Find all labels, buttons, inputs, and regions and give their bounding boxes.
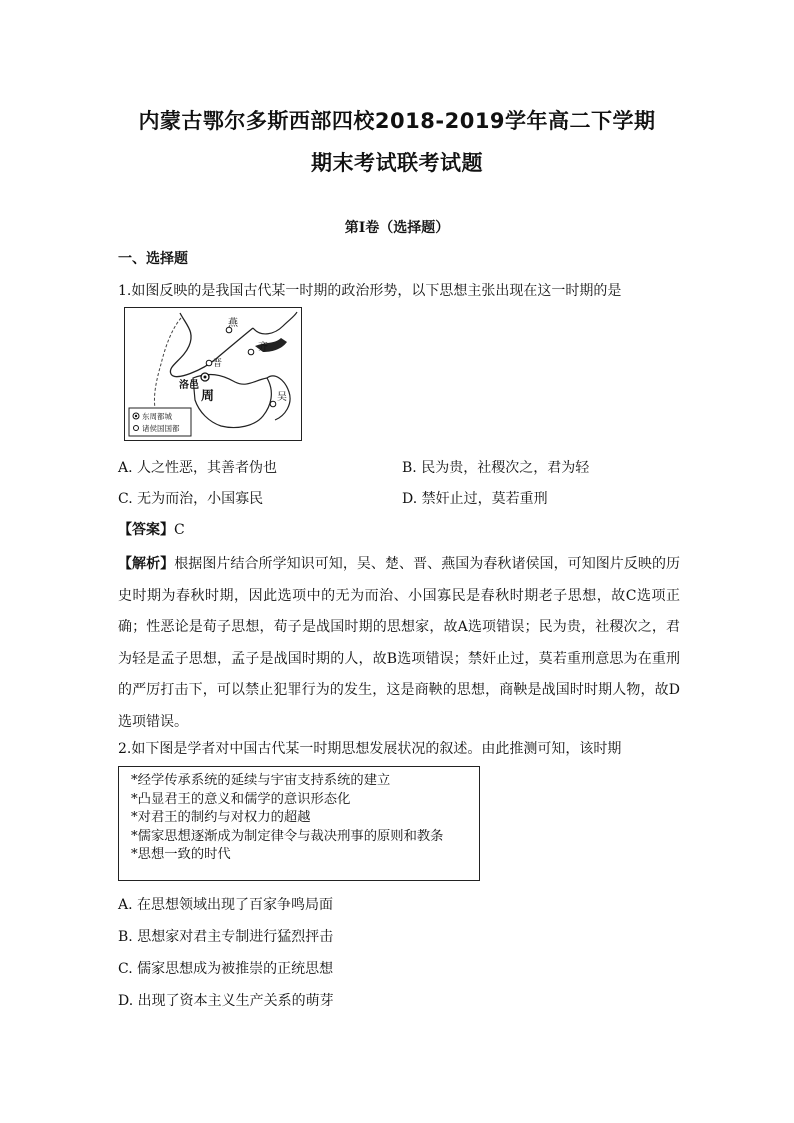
document-title-line2: 期末考试联考试题: [311, 151, 483, 175]
legend-state-icon: [134, 426, 139, 431]
q2-option-b: B. 思想家对君主专制进行猛烈抨击: [118, 929, 334, 945]
document-title-line1: 内蒙古鄂尔多斯西部四校2018-2019学年高二下学期: [138, 109, 656, 133]
quote-line: *凸显君王的意义和儒学的意识形态化: [131, 791, 351, 807]
answer-value: C: [174, 522, 185, 538]
question-1-stem: 1.如图反映的是我国古代某一时期的政治形势，以下思想主张出现在这一时期的是: [118, 283, 622, 299]
map-label-yan: 燕: [228, 318, 238, 329]
volume-label: 第Ⅰ卷（选择题）: [344, 220, 450, 236]
q1-analysis: [118, 549, 680, 738]
question-2-stem: 2.如下图是学者对中国古代某一时期思想发展状况的叙述。由此推测可知，该时期: [118, 741, 622, 757]
map-river-line: [170, 313, 253, 377]
map-drawing: [125, 308, 300, 439]
q1-option-c: C. 无为而治，小国寡民: [118, 491, 264, 507]
q1-option-b: B. 民为贵，社稷次之，君为轻: [402, 460, 590, 476]
map-label-qi: 齐: [258, 342, 268, 353]
map-label-luoyi: 洛邑: [179, 380, 199, 391]
legend-capital-dot: [135, 415, 137, 417]
q1-option-d: D. 禁奸止过，莫若重刑: [402, 491, 548, 507]
section-label: 一、选择题: [118, 251, 188, 267]
q2-option-a: A. 在思想领域出现了百家争鸣局面: [118, 897, 334, 913]
q1-answer: [118, 519, 185, 539]
capital-marker-center: [204, 376, 207, 379]
quote-line: *思想一致的时代: [131, 847, 231, 862]
analysis-text: 根据图片结合所学知识可知，吴、楚、晋、燕国为春秋诸侯国，可知图片反映的历史时期为春秋时期，因此选项中的无为而治、小国寡民是春秋时期老子思想，故C选项正确；性恶论是荀子思想，荀子是战国时期的思想家，故A选项错误；民为贵，社稷次之，君为轻是孟子思想，孟子是战国时期的人，故B选项错误；禁奸止过，莫若重刑意思为在重刑的严厉打击下，可以禁止犯罪行为的发生，这是商鞅的思想，商鞅是战国时时期人物，故D选项错误。: [118, 556, 681, 730]
legend-state-label: 诸侯国国都: [142, 424, 180, 433]
state-marker-wu: [270, 401, 276, 407]
map-label-zhou: 周: [201, 389, 215, 404]
analysis-tag: 【解析】: [118, 556, 175, 572]
question-1-map: [124, 307, 302, 441]
quote-line: *经学传承系统的延续与宇宙支持系统的建立: [131, 773, 391, 788]
q2-option-c: C. 儒家思想成为被推崇的正统思想: [118, 961, 334, 977]
answer-tag: 【答案】: [118, 522, 174, 538]
map-label-wu: 吴: [277, 392, 287, 403]
state-marker-qi: [248, 349, 254, 355]
legend-capital-label: 东周都城: [142, 412, 172, 421]
question-2-quote-box: [118, 766, 480, 881]
quote-line: *儒家思想逐渐成为制定律令与裁决刑事的原则和教条: [131, 828, 444, 844]
state-marker-jin: [206, 360, 212, 366]
map-coast-line: [253, 312, 297, 334]
quote-line: *对君王的制约与对权力的超越: [131, 810, 311, 825]
q1-option-a: A. 人之性恶，其善者伪也: [118, 460, 278, 476]
q2-option-d: D. 出现了资本主义生产关系的萌芽: [118, 993, 334, 1009]
map-label-jin: 晋: [213, 359, 223, 369]
map-west-boundary: [154, 318, 181, 408]
